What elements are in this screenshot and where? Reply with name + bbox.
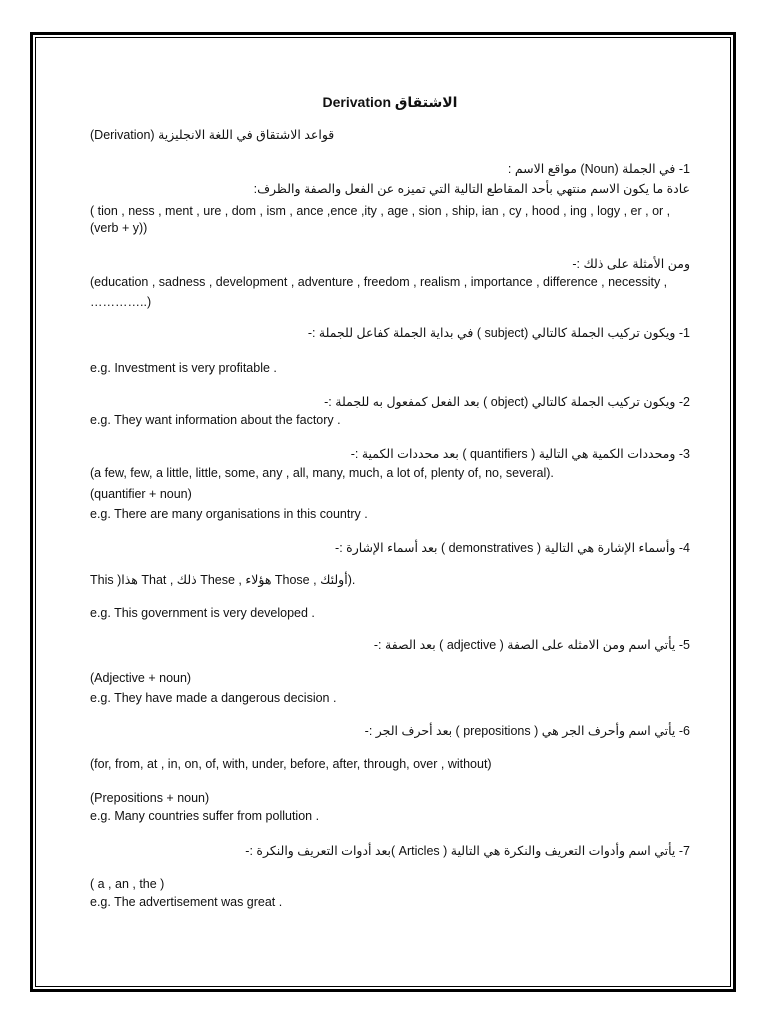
rule-3-quantifiers: 3- ومحددات الكمية هي التالية ( quantifiers ) بعد محددات الكمية :-	[350, 447, 690, 461]
quantifier-formula: (quantifier + noun)	[90, 487, 192, 501]
quantifier-list: (a few, few, a little, little, some, any , all, many, much, a lot of, plenty of, no, several).	[90, 466, 554, 480]
example-4: e.g. This government is very developed .	[90, 606, 315, 620]
examples-list-cont: …………..)	[90, 295, 152, 309]
rule-1-subject: 1- ويكون تركيب الجملة كالتالي (subject ) في بداية الجملة كفاعل للجملة :-	[307, 326, 690, 340]
rule-4-demonstratives: 4- وأسماء الإشارة هي التالية ( demonstratives ) بعد أسماء الإشارة :-	[335, 541, 690, 555]
examples-list: (education , sadness , development , adventure , freedom , realism , importance , difference , necessity ,	[90, 275, 668, 289]
rule-2-object: 2- ويكون تركيب الجملة كالتالي (object ) بعد الفعل كمفعول به للجملة :-	[324, 395, 690, 409]
prepositions-list: (for, from, at , in, on, of, with, under, before, after, through, over , without)	[90, 757, 492, 771]
intro-line: (Derivation) قواعد الاشتقاق في اللغة الانجليزية	[90, 128, 335, 142]
section-noun-positions: 1- في الجملة (Noun) مواقع الاسم :	[507, 162, 690, 176]
examples-heading: ومن الأمثلة على ذلك :-	[572, 257, 690, 271]
rule-7-articles: 7- يأتي اسم وأدوات التعريف والنكرة هي التالية ( Articles )بعد أدوات التعريف والنكرة :-	[245, 844, 690, 858]
rule-6-prepositions: 6- يأتي اسم وأحرف الجر هي ( prepositions ) بعد أحرف الجر :-	[364, 724, 690, 738]
example-3: e.g. There are many organisations in this country .	[90, 507, 368, 521]
preposition-formula: (Prepositions + noun)	[90, 791, 210, 805]
example-1: e.g. Investment is very profitable .	[90, 361, 277, 375]
adjective-formula: (Adjective + noun)	[90, 671, 192, 685]
articles-list: ( a , an , the )	[90, 877, 165, 891]
example-6: e.g. Many countries suffer from pollution .	[90, 809, 320, 823]
suffix-list-cont: (verb + y))	[90, 221, 148, 235]
page-title: الاشتقاق Derivation	[322, 94, 458, 110]
suffix-intro: عادة ما يكون الاسم منتهي بأحد المقاطع التالية التي تميزه عن الفعل والصفة والظرف:	[253, 182, 690, 196]
example-2: e.g. They want information about the factory .	[90, 413, 341, 427]
demonstratives-list: This )هذا That , ذلك These , هؤلاء Those , أولئك).	[90, 573, 356, 587]
rule-5-adjective: 5- يأتي اسم ومن الامثله على الصفة ( adjective ) بعد الصفة :-	[373, 638, 690, 652]
example-5: e.g. They have made a dangerous decision .	[90, 691, 337, 705]
suffix-list: ( tion , ness , ment , ure , dom , ism , ance ,ence ,ity , age , sion , ship, ian , cy , hood , ing , logy , er , or ,	[90, 204, 671, 218]
example-7: e.g. The advertisement was great .	[90, 895, 283, 909]
